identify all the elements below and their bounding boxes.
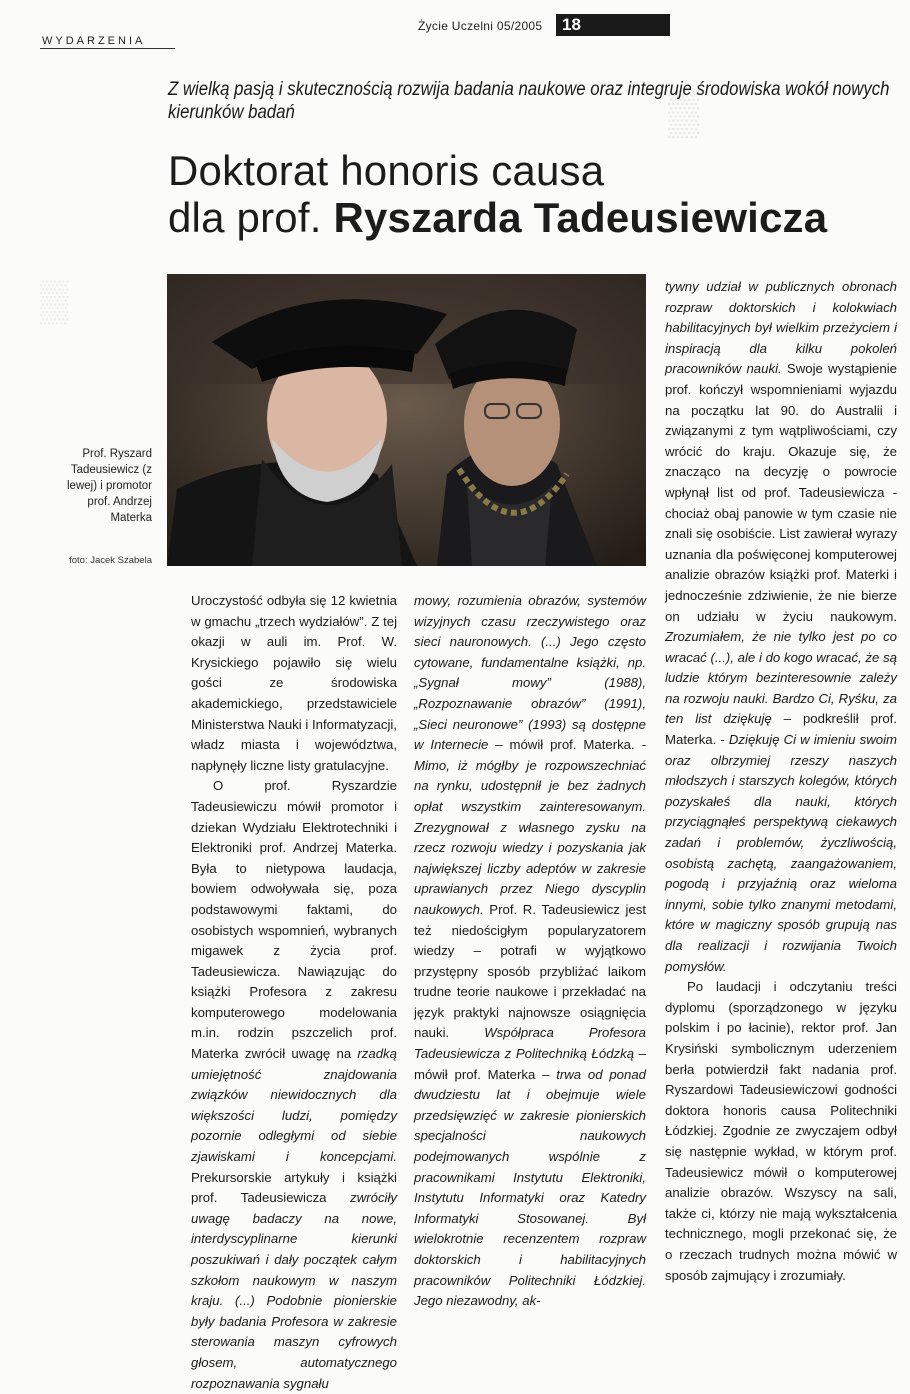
- quote-run: trwa od ponad dwudziestu lat i obejmuje wiele przedsięwzięć w zakresie pionierskich specjalności naukowych podejmowanych wspólnie z pracownikami Instytutu Elektroniki, Instytutu Informatyki oraz Katedry Informatyki Stosowanej. Był wielokrotnie recenzentem rozpraw doktorskich i habilitacyjnych pracowników Politechniki Łódzkiej. Jego niezawodny, ak-: [414, 1066, 646, 1309]
- paragraph: Po laudacji i odczytaniu treści dyplomu (sporządzonego w języku polskim i po łacinie), rektor prof. Jan Krysiński symbolicznym uderzeniem berła potwierdził fakt nadania prof. Ryszardowi Tadeusiewiczowi godności doktora honoris causa Politechniki Łódzkiej. Zgodnie ze zwyczajem odbył się następnie wykład, w którym prof. Tadeusiewicz mówił o komputerowej analizie obrazów. Wszyscy na sali, także ci, którzy nie mają wykształcenia technicznego, mogli przekonać się, że o rzeczach trudnych można mówić w sposób zajmujący i zrozumiały.: [665, 979, 897, 1283]
- text-run: Swoje wystąpienie prof. kończył wspomnieniami wyjazdu na początku lat 90. do Australii i związanymi z tym wątpliwościami, czy wrócić do kraju. Okazuje się, że znacząco na decyzję o powrocie wpłynął list od prof. Tadeusiewicza - chociaż obaj panowie w tym czasie nie znali się osobiście. List zawierał wyrazy uznania dla poświęconej komputerowej analizie obrazów książki prof. Materki i jednocześnie zdziwienie, że nie bierze on udziału w życiu naukowym.: [665, 361, 897, 624]
- section-label: WYDARZENIA: [42, 35, 146, 47]
- article-column-3: [665, 277, 897, 1286]
- quote-run: mowy, rozumienia obrazów, systemów wizyjnych czasu rzeczywistego oraz sieci nauronowych. (...) Jego często cytowane, fundamentalne książki, np. „Sygnał mowy” (1988), „Rozpoznawanie obrazów” (1991), „Sieci neuronowe” (1993) są dostępne w Internecie: [414, 593, 646, 753]
- magazine-issue: Życie Uczelni 05/2005: [418, 19, 543, 33]
- quote-run: - Mimo, iż mógłby je rozpowszechniać na rynku, udostępnił je bez żadnych opłat wszystkim zainteresowanym. Zrezygnował z własnego zysku na rzecz rozwoju wiedzy i pozyskania jak największej liczby adeptów w zakresie uprawianych przez Niego dyscyplin naukowych.: [414, 737, 646, 917]
- text-run: – mówił prof. Materka –: [414, 1046, 647, 1082]
- paragraph: [414, 591, 646, 1312]
- title-line-2: [168, 194, 827, 241]
- quote-run: rzadką umiejętność znajdowania związków niewidocznych dla większości ludzi, pomiędzy pozornie odległymi od siebie zjawiskami i koncepcjami.: [191, 1046, 397, 1165]
- text-run: Prof. R. Tadeusiewicz jest też niedościgłym popularyzatorem wiedzy – potrafi w wyjątkowo przystępny sposób przybliżać laikom trudne teorie naukowe i przekładać na język praktyki najnowsze osiągnięcia nauki.: [414, 901, 646, 1041]
- quote-run: Współpraca Profesora Tadeusiewicza z Politechniką Łódzką: [414, 1025, 647, 1062]
- photo-illustration: [167, 274, 646, 566]
- article-column-1: [191, 591, 397, 1394]
- title-prefix: dla prof.: [168, 194, 322, 241]
- paragraph: [665, 277, 897, 977]
- photo-caption: Prof. Ryszard Tadeusiewicz (z lewej) i promotor prof. Andrzej Materka: [67, 448, 152, 524]
- article-column-2: [414, 591, 646, 1312]
- bleed-through-left: ▒: [40, 279, 69, 323]
- quote-run: zwróciły uwagę badaczy na nowe, interdyscyplinarne kierunki poszukiwań i dały początek całym szkołom naukowym w naszym kraju. (...) Podobnie pionierskie były badania Profesora w zakresie sterowania maszyn cyfrowych głosem, automatycznego rozpoznawania sygnału: [191, 1190, 397, 1391]
- paragraph: Uroczystość odbyła się 12 kwietnia w gmachu „trzech wydziałów”. Z tej okazji w auli im. Prof. W. Krysickiego pojawiło się wielu gości ze środowiska akademickiego, przedstawiciele Ministerstwa Nauki i Informatyzacji, władz miasta i województwa, napłynęły liczne listy gratulacyjne.: [191, 593, 397, 773]
- photo-credit: foto: Jacek Szabela: [69, 555, 152, 566]
- article-photo: [167, 274, 646, 566]
- article-title: [168, 147, 827, 241]
- paragraph: [191, 776, 397, 1394]
- page-number: 18: [556, 14, 670, 36]
- bleed-through-right: ▒: [668, 88, 700, 137]
- text-run: – mówił prof. Materka.: [488, 737, 642, 753]
- quote-run: Dziękuję Ci w imieniu swoim oraz olbrzymiej rzeszy naszych młodszych i starszych kolegów, których pozyskałeś dla nauki, których przyciągnąłeś perspektywą ciekawych zadań i problemów, życzliwością, osobistą zachętą, zaangażowaniem, pogodą i przyjaźnią oraz wieloma innymi, sobie tylko znanymi metodami, które w magiczny sposób grupują nas dla realizacji i rozwijania Twoich pomysłów.: [665, 732, 897, 974]
- text-run: O prof. Ryszardzie Tadeusiewiczu mówił promotor i dziekan Wydziału Elektrotechniki i Elektroniki prof. Andrzej Materka. Była to nietypowa laudacja, bowiem odwoływała się, poza podstawowymi faktami, do osobistych wspomnień, wybranych migawek z życia prof. Tadeusiewicza. Nawiązując do książki Profesora z zakresu komputerowego modelowania m.in. rodzin pszczelich prof. Materka zwrócił uwagę na: [191, 778, 397, 1062]
- quote-run: tywny udział w publicznych obronach rozpraw doktorskich i kolokwiach habilitacyjnych był wielkim przeżyciem i inspiracją dla kilku pokoleń pracowników nauki.: [665, 279, 897, 377]
- text-run: Prekursorskie artykuły i książki prof. Tadeusiewicza: [191, 1169, 397, 1206]
- quote-run: Zrozumiałem, że nie tylko jest po co wracać (...), ale i do kogo wracać, że są ludzie którym bezinteresownie zależy na rozwoju nauki. Bardzo Ci, Ryśku, za ten list dziękuję: [665, 629, 897, 727]
- title-line-1: Doktorat honoris causa: [168, 147, 605, 194]
- section-rule: [40, 48, 175, 49]
- title-name: Ryszarda Tadeusiewicza: [333, 194, 828, 241]
- article-lead: Z wielką pasją i skutecznością rozwija badania naukowe oraz integruje środowiska wokół nowych kierunków badań: [168, 78, 890, 123]
- text-run: – podkreślił prof. Materka. -: [665, 711, 897, 748]
